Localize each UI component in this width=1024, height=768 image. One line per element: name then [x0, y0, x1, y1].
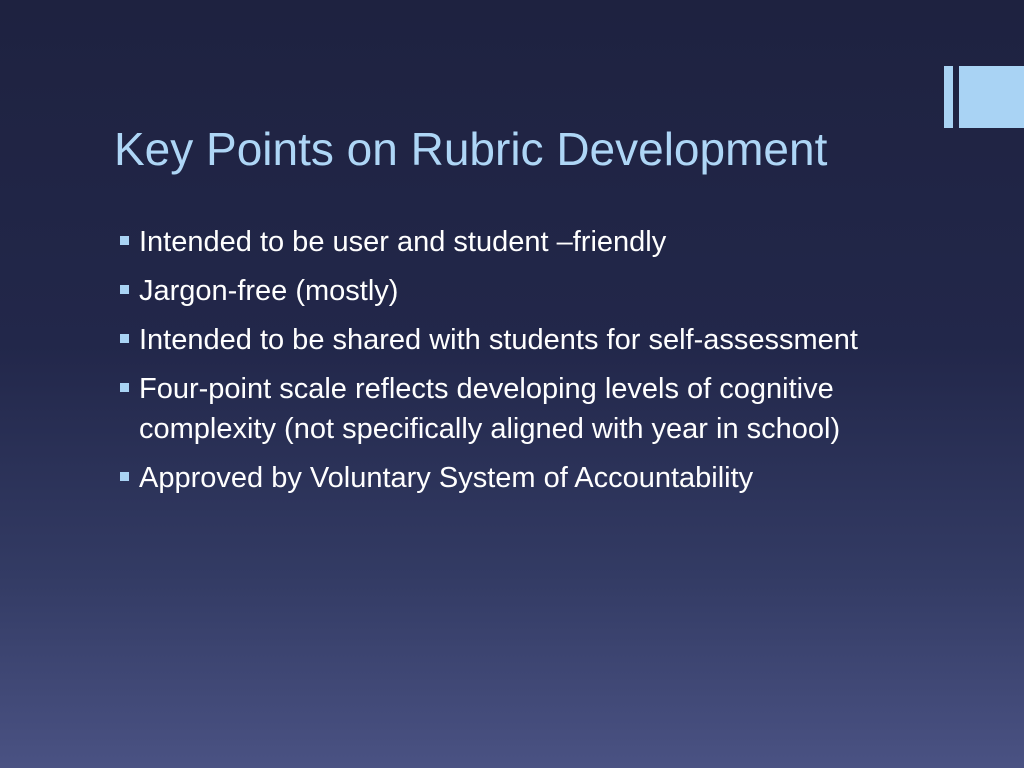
square-bullet-icon: [120, 472, 129, 481]
slide-title: Key Points on Rubric Development: [114, 123, 828, 175]
bullet-text: Intended to be user and student –friendly: [139, 226, 667, 258]
corner-accent-mark: [944, 66, 1024, 128]
bullet-text: Jargon-free (mostly): [139, 275, 399, 307]
bullet-list: [118, 222, 908, 507]
bullet-text: Intended to be shared with students for self-assessment: [139, 324, 858, 356]
corner-accent-thick-bar: [959, 66, 1024, 128]
square-bullet-icon: [120, 285, 129, 294]
bullet-item: [118, 222, 908, 262]
square-bullet-icon: [120, 383, 129, 392]
bullet-text: Approved by Voluntary System of Accountability: [139, 462, 754, 494]
bullet-item: [118, 320, 908, 360]
square-bullet-icon: [120, 236, 129, 245]
bullet-item: [118, 458, 908, 498]
corner-accent-thin-bar: [944, 66, 953, 128]
square-bullet-icon: [120, 334, 129, 343]
bullet-text: Four-point scale reflects developing levels of cognitive complexity (not specifically aligned with year in school): [139, 373, 841, 445]
bullet-item: [118, 271, 908, 311]
bullet-item: [118, 369, 908, 449]
